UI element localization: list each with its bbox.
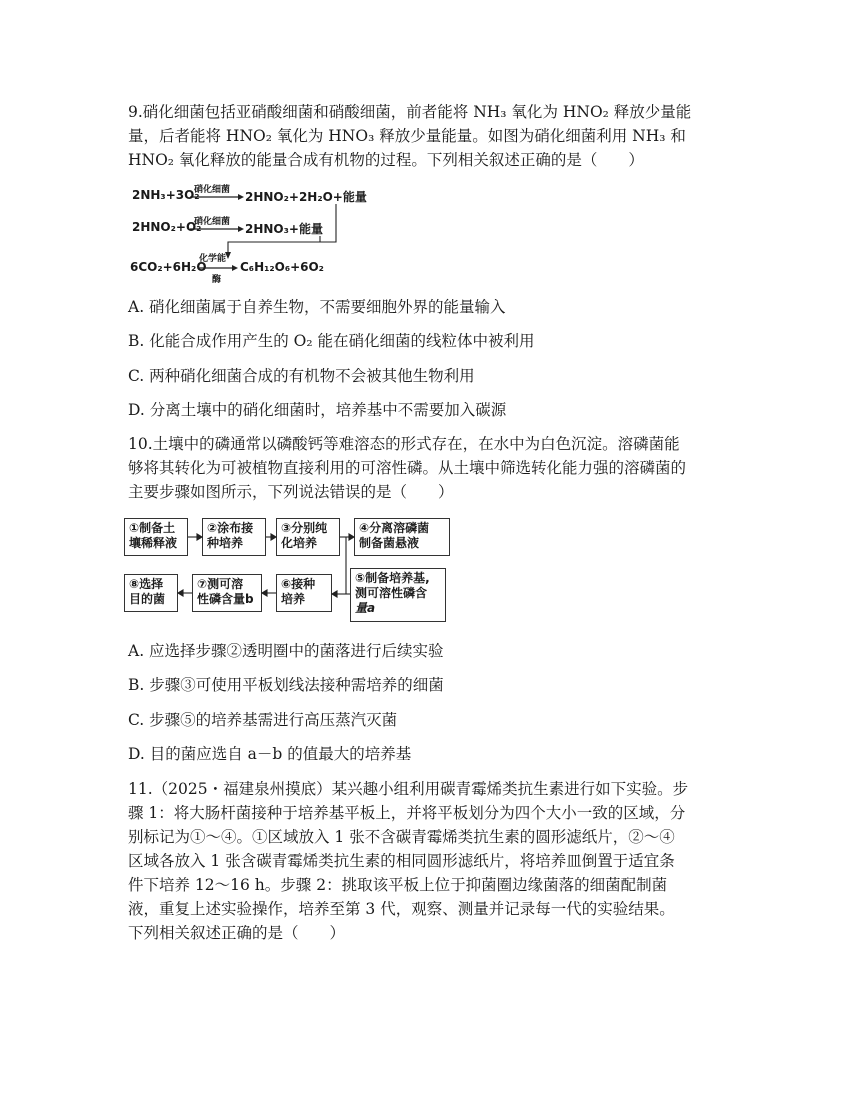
- q10-line-1: 10.土壤中的磷通常以磷酸钙等难溶态的形式存在，在水中为白色沉淀。溶磷菌能: [128, 435, 680, 453]
- flow-step-4-line-2: 制备菌悬液: [359, 536, 420, 550]
- flow-step-5-line-3: 量a: [355, 601, 376, 615]
- eq2-right: 2HNO₃+能量: [245, 222, 323, 236]
- q9-option-b: B. 化能合成作用产生的 O₂ 能在硝化细菌的线粒体中被利用: [128, 332, 535, 350]
- eq2-left: 2HNO₂+O₂: [132, 220, 202, 234]
- q10-option-a: A. 应选择步骤②透明圈中的菌落进行后续实验: [128, 642, 444, 660]
- flow-step-5-line-1: ⑤制备培养基,: [355, 571, 430, 585]
- flow-step-5-line-2: 测可溶性磷含: [355, 586, 428, 600]
- q11-line-2: 骤 1：将大肠杆菌接种于培养基平板上，并将平板划分为四个大小一致的区域，分: [128, 804, 686, 822]
- flow-step-8-line-1: ⑧选择: [129, 577, 164, 591]
- q11-line-4: 区域各放入 1 张含碳青霉烯类抗生素的相同圆形滤纸片，将培养皿倒置于适宜条: [128, 852, 675, 870]
- q10-option-d: D. 目的菌应选自 a－b 的值最大的培养基: [128, 745, 412, 763]
- q9-option-d: D. 分离土壤中的硝化细菌时，培养基中不需要加入碳源: [128, 401, 507, 419]
- q11-line-6: 液，重复上述实验操作，培养至第 3 代，观察、测量并记录每一代的实验结果。: [128, 900, 675, 918]
- flow-step-6-line-1: ⑥接种: [281, 577, 316, 591]
- eq2-label: 硝化细菌: [194, 217, 231, 227]
- question-11-stem: [128, 777, 728, 945]
- flow-step-1-line-2: 壤稀释液: [129, 536, 178, 550]
- eq3-arrow: [198, 264, 238, 272]
- flow-step-3-line-1: ③分别纯: [281, 521, 328, 535]
- flow-step-3-line-2: 化培养: [281, 536, 318, 550]
- question-9-stem: [128, 100, 728, 172]
- flow-step-6-line-2: 培养: [281, 592, 306, 606]
- eq1-left: 2NH₃+3O₂: [132, 188, 200, 202]
- flow-step-4-line-1: ④分离溶磷菌: [359, 521, 430, 535]
- eq3-label-top: 化学能: [199, 254, 227, 264]
- q9-line-2: 量，后者能将 HNO₂ 氧化为 HNO₃ 释放少量能量。如图为硝化细菌利用 NH₃ 和: [128, 127, 686, 145]
- q9-line-3: HNO₂ 氧化释放的能量合成有机物的过程。下列相关叙述正确的是（ ）: [128, 151, 644, 169]
- eq1-right: 2HNO₂+2H₂O+能量: [245, 190, 367, 204]
- flow-step-2-line-2: 种培养: [207, 536, 244, 550]
- q10-line-3: 主要步骤如图所示，下列说法错误的是（ ）: [128, 483, 454, 501]
- flow-step-1-line-1: ①制备土: [129, 521, 176, 535]
- q11-line-1: 11.（2025・福建泉州摸底）某兴趣小组利用碳青霉烯类抗生素进行如下实验。步: [128, 780, 689, 798]
- nitrification-diagram: [128, 180, 368, 285]
- flow-step-7-line-1: ⑦测可溶: [197, 577, 244, 591]
- flow-step-8-line-2: 目的菌: [129, 592, 166, 606]
- flow-step-2-line-1: ②涂布接: [207, 521, 254, 535]
- q9-option-a: A. 硝化细菌属于自养生物，不需要细胞外界的能量输入: [128, 298, 506, 316]
- q11-line-7: 下列相关叙述正确的是（ ）: [128, 924, 346, 942]
- eq3-right: C₆H₁₂O₆+6O₂: [240, 260, 324, 274]
- flow-step-7-line-2: 性磷含量b: [197, 592, 254, 606]
- q10-option-b: B. 步骤③可使用平板划线法接种需培养的细菌: [128, 676, 444, 694]
- q11-line-3: 别标记为①～④。①区域放入 1 张不含碳青霉烯类抗生素的圆形滤纸片，②～④: [128, 828, 675, 846]
- q10-option-c: C. 步骤⑤的培养基需进行高压蒸汽灭菌: [128, 711, 398, 729]
- eq3-label-bottom: 酶: [212, 275, 222, 285]
- eq3-left: 6CO₂+6H₂O: [130, 260, 207, 274]
- eq1-label: 硝化细菌: [194, 185, 231, 195]
- flow-arrows: [124, 518, 454, 622]
- q9-option-c: C. 两种硝化细菌合成的有机物不会被其他生物利用: [128, 367, 475, 385]
- q11-line-5: 件下培养 12～16 h。步骤 2：挑取该平板上位于抑菌圈边缘菌落的细菌配制菌: [128, 876, 668, 894]
- question-10-stem: [128, 432, 728, 504]
- q9-line-1: 9.硝化细菌包括亚硝酸细菌和硝酸细菌，前者能将 NH₃ 氧化为 HNO₂ 释放少量能: [128, 103, 692, 121]
- screening-flowchart: [124, 518, 454, 622]
- q10-line-2: 够将其转化为可被植物直接利用的可溶性磷。从土壤中筛选转化能力强的溶磷菌的: [128, 459, 687, 477]
